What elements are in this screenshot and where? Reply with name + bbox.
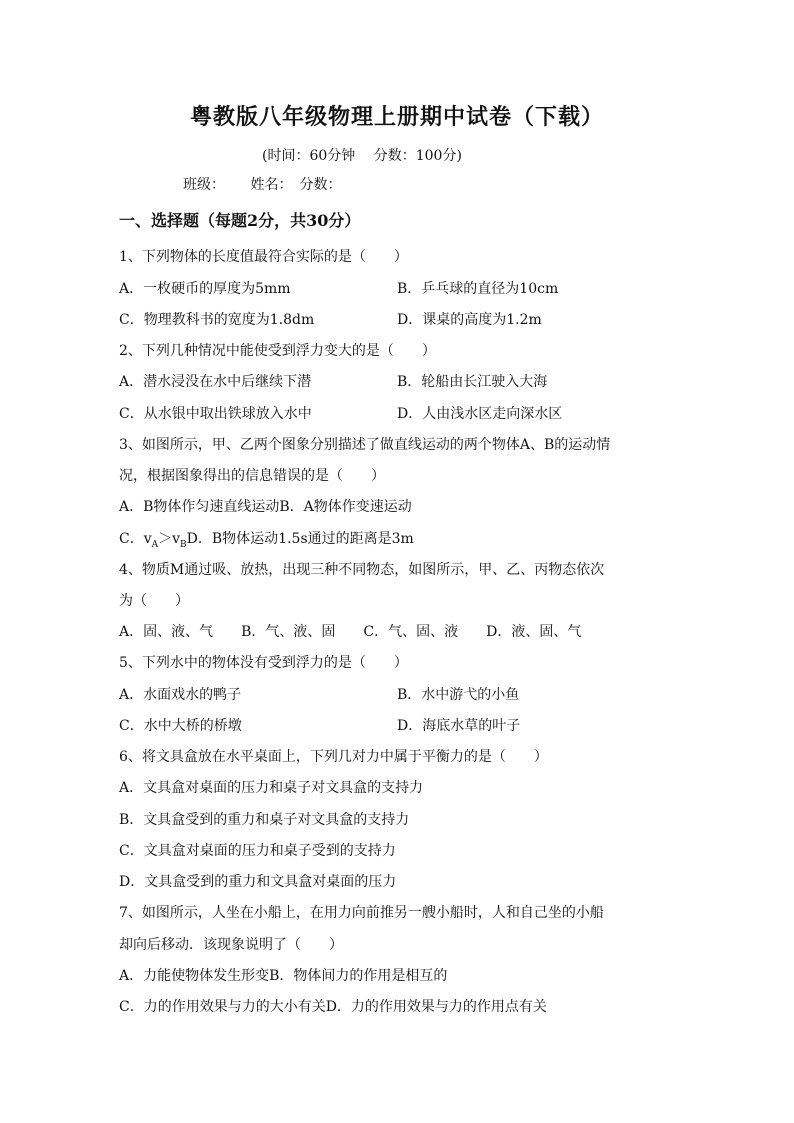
q3-options-ab: A．B物体作匀速直线运动B．A物体作变速运动 — [119, 499, 412, 515]
q3-options-cd — [119, 529, 414, 555]
q5-stem: 5、下列水中的物体没有受到浮力的是（ ） — [119, 655, 408, 671]
q6-option-a: A．文具盒对桌面的压力和桌子对文具盒的支持力 — [119, 780, 424, 796]
q7-options-cd: C．力的作用效果与力的大小有关D．力的作用效果与力的作用点有关 — [119, 999, 547, 1015]
q1-stem: 1、下列物体的长度值最符合实际的是（ ） — [119, 249, 408, 265]
q2-option-d: D．人由浅水区走向深水区 — [397, 406, 563, 422]
q4-stem-line2: 为（ ） — [119, 593, 189, 609]
q6-option-d: D．文具盒受到的重力和文具盒对桌面的压力 — [119, 874, 397, 890]
exam-meta: (时间：60分钟 分数：100分) — [262, 148, 462, 164]
q7-stem-line2: 却向后移动．该现象说明了（ ） — [119, 937, 343, 953]
q4-stem-line1: 4、物质M通过吸、放热，出现三种不同物态，如图所示，甲、乙、丙物态依次 — [119, 562, 605, 578]
q2-option-c: C．从水银中取出铁球放入水中 — [119, 406, 312, 422]
section-title: 一、选择题（每题2分，共30分） — [119, 211, 361, 230]
q1-option-a: A．一枚硬币的厚度为5mm — [119, 281, 291, 297]
q7-stem-line1: 7、如图所示，人坐在小船上，在用力向前推另一艘小船时，人和自己坐的小船 — [119, 905, 604, 921]
q3-c-sub-a: A — [151, 539, 159, 550]
q6-option-c: C．文具盒对桌面的压力和桌子受到的支持力 — [119, 843, 396, 859]
q1-option-c: C．物理教科书的宽度为1.8dm — [119, 312, 315, 328]
q2-stem: 2、下列几种情况中能使受到浮力变大的是（ ） — [119, 343, 436, 359]
q4-options: A．固、液、气 B．气、液、固 C．气、固、液 D．液、固、气 — [119, 624, 582, 640]
q1-option-d: D．课桌的高度为1.2m — [397, 312, 542, 328]
q5-option-a: A．水面戏水的鸭子 — [119, 687, 242, 703]
q7-options-ab: A．力能使物体发生形变B．物体间力的作用是相互的 — [119, 968, 448, 984]
q1-option-b: B．乒乓球的直径为10cm — [397, 281, 559, 297]
q2-option-b: B．轮船由长江驶入大海 — [397, 374, 548, 390]
q6-stem: 6、将文具盒放在水平桌面上，下列几对力中属于平衡力的是（ ） — [119, 749, 548, 765]
q2-option-a: A．潜水浸没在水中后继续下潜 — [119, 374, 312, 390]
q5-option-c: C．水中大桥的桥墩 — [119, 718, 242, 734]
q3-stem-line1: 3、如图所示，甲、乙两个图象分别描述了做直线运动的两个物体A、B的运动情 — [119, 437, 611, 453]
q3-d-text: D．B物体运动1.5s通过的距离是3m — [186, 531, 414, 547]
page-title: 粤教版八年级物理上册期中试卷（下载） — [189, 104, 604, 130]
q3-c-gt: ＞v — [158, 531, 181, 547]
q6-option-b: B．文具盒受到的重力和桌子对文具盒的支持力 — [119, 812, 410, 828]
student-info-fields: 班级： 姓名： 分数： — [183, 177, 342, 193]
q5-option-b: B．水中游弋的小鱼 — [397, 687, 520, 703]
q3-c-sub-b: B — [180, 539, 187, 550]
q3-stem-line2: 况，根据图象得出的信息错误的是（ ） — [119, 468, 385, 484]
q3-c-prefix: C．v — [119, 531, 152, 547]
q5-option-d: D．海底水草的叶子 — [397, 718, 521, 734]
